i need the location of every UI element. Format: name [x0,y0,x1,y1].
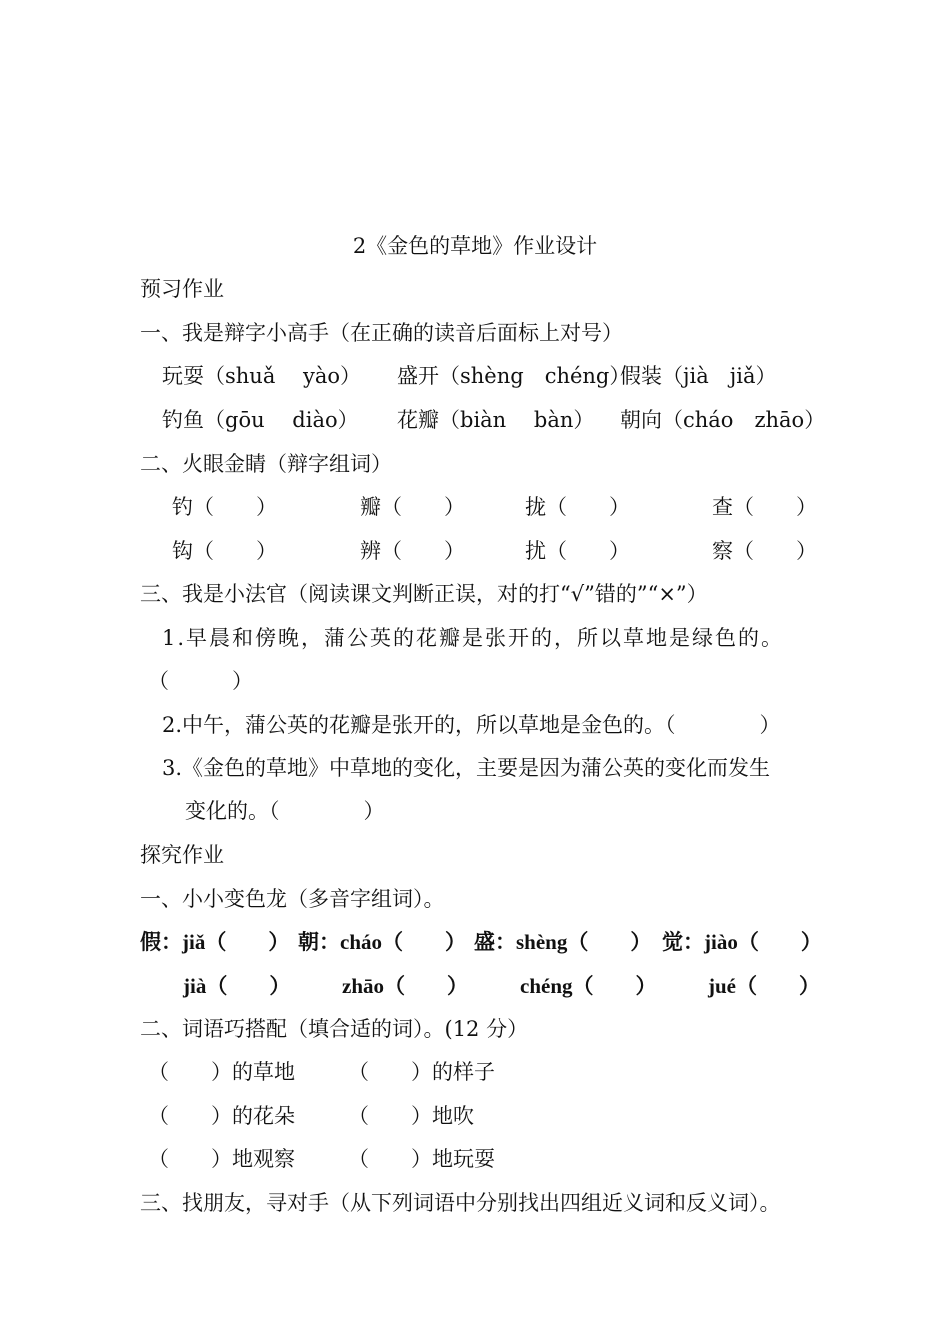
question-heading: 二、词语巧搭配（填合适的词）。(12 分） [140,1017,529,1041]
match-blank: （ ）的花朵 [148,1104,295,1128]
section-heading-preview: 预习作业 [140,277,224,301]
judgement-item: 3.《金色的草地》中草地的变化，主要是因为蒲公英的变化而发生 [162,756,771,780]
question-heading: 二、火眼金睛（辩字组词） [140,452,392,476]
pinyin-choice: 玩耍（shuǎ yào） [162,364,362,388]
word-blank: 瓣（ ） [360,495,465,519]
section-heading-explore: 探究作业 [140,843,224,867]
polyphone-item: jué（ ） [708,974,820,998]
match-blank: （ ）的样子 [348,1060,495,1084]
word-blank: 扰（ ） [525,539,630,563]
pinyin-choice: 花瓣（biàn bàn） [397,408,595,432]
question-heading: 一、我是辩字小高手（在正确的读音后面标上对号） [140,321,623,345]
word-blank: 钩（ ） [172,539,277,563]
judgement-item: 1.早晨和傍晚，蒲公英的花瓣是张开的，所以草地是绿色的。 [162,626,785,650]
judgement-blank: （ ） [148,669,253,693]
match-blank: （ ）的草地 [148,1060,295,1084]
match-blank: （ ）地观察 [148,1147,295,1171]
match-blank: （ ）地吹 [348,1104,474,1128]
pinyin-choice: 假装（jià jiǎ） [620,364,777,388]
word-blank: 察（ ） [712,539,817,563]
polyphone-item: 觉：jiào（ ） [662,930,822,954]
question-heading: 一、小小变色龙（多音字组词）。 [140,887,445,911]
polyphone-item: 朝：cháo（ ） [298,930,466,954]
polyphone-item: zhāo（ ） [342,974,468,998]
word-blank: 钓（ ） [172,495,277,519]
document-title: 2《金色的草地》作业设计 [352,234,598,258]
word-blank: 辨（ ） [360,539,465,563]
polyphone-item: 盛：shèng（ ） [474,930,652,954]
pinyin-choice: 钓鱼（gōu diào） [162,408,359,432]
question-heading: 三、找朋友，寻对手（从下列词语中分别找出四组近义词和反义词）。 [140,1191,781,1215]
pinyin-choice: 盛开（shèng chéng） [397,364,631,388]
question-heading: 三、我是小法官（阅读课文判断正误，对的打“√”错的”“×”） [140,582,708,606]
pinyin-choice: 朝向（cháo zhāo） [620,408,826,432]
word-blank: 拢（ ） [525,495,630,519]
judgement-item: 2.中午，蒲公英的花瓣是张开的，所以草地是金色的。（ ） [162,713,781,737]
match-blank: （ ）地玩耍 [348,1147,495,1171]
polyphone-item: jià（ ） [183,974,291,998]
polyphone-item: chéng（ ） [520,974,657,998]
polyphone-item: 假：jiǎ（ ） [140,930,290,954]
word-blank: 查（ ） [712,495,817,519]
judgement-item-continued: 变化的。（ ） [185,799,385,823]
